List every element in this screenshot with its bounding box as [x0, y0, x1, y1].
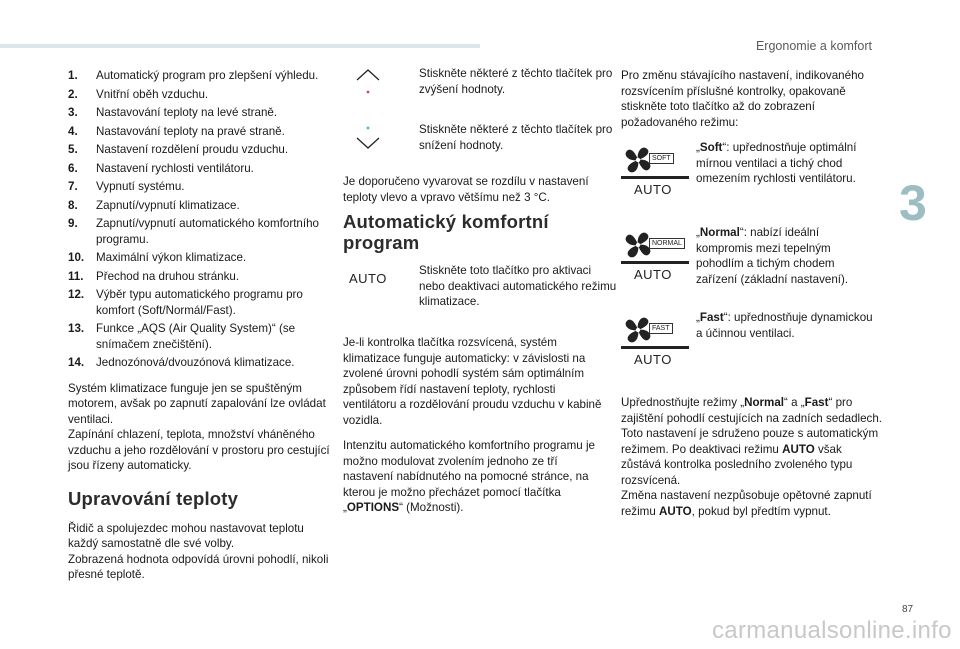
increase-row [343, 66, 613, 122]
dual-note [621, 426, 883, 488]
mode-description [696, 225, 876, 287]
list-item-number: 11. [68, 269, 84, 283]
temperature-note-line2: Zobrazená hodnota odpovídá úrovni pohodlí, nikoli přesné teplotě. [68, 552, 329, 581]
list-item [68, 105, 330, 121]
column-middle [343, 66, 617, 516]
mode-description [696, 310, 876, 341]
decrease-row [343, 122, 613, 174]
list-item [68, 198, 330, 214]
list-item [68, 287, 330, 318]
mode-quote-open: „ [696, 226, 700, 239]
mode-tag: SOFT [649, 153, 674, 164]
auto-mode-explanation: Je-li kontrolka tlačítka rozsvícená, systém klimatizace funguje automaticky: v závislosti na zvolené úrovni pohodlí systém sám optimálním způsobem řídí nastavení teploty, rychlosti ventilátoru a rozdělování proudu vzduchu v kabině vozidla. [343, 336, 602, 427]
temperature-note-line1: Řidič a spolujezdec mohou nastavovat teplotu každý samostatně dle své volby. [68, 521, 304, 550]
options-label: OPTIONS [346, 501, 400, 514]
preference-normal: Normal [744, 396, 785, 409]
preference-note-part3: “ pro zajištění pohodlí cestujících na zadních sedadlech. [621, 396, 883, 425]
comfort-mode-2 [621, 310, 883, 395]
list-item-number: 10. [68, 251, 85, 264]
increase-text-block [401, 66, 619, 97]
intensity-note-pre: Intenzitu automatického komfortního programu je možno modulovat zvolením jednoho ze tří nastavení nabídnutého na pomocné stránce, na kterou je možno přecházet pomocí tlačítka „ [343, 439, 595, 514]
list-item-text: Zapnutí/vypnutí automatického komfortního programu. [96, 217, 319, 246]
page-number: 87 [902, 604, 914, 615]
ac-engine-note-line2: Zapínání chlazení, teplota, množství vháněného vzduchu a jeho rozdělování v prostoru pro cestující jsou řízeny automaticky. [68, 428, 330, 472]
decrease-text-block [401, 122, 619, 153]
list-item [68, 179, 330, 195]
list-item-text: Nastavování teploty na levé straně. [96, 106, 278, 119]
dual-note-part1: Toto nastavení je sdruženo pouze s automatickým režimem. Po deaktivaci režimu [621, 427, 879, 456]
mode-desc-text: “: upřednostňuje dynamickou a účinnou ventilaci. [696, 311, 873, 340]
list-item-number: 8. [68, 198, 78, 212]
auto-text-block [401, 263, 619, 310]
change-note [621, 488, 883, 519]
list-item-number: 4. [68, 124, 78, 138]
comfort-mode-0 [621, 140, 883, 225]
mode-desc-text: “: upřednostňuje optimální mírnou ventilaci a tichý chod omezením rychlosti ventilátoru. [696, 141, 857, 185]
heading-auto-comfort: Automatický komfortní program [343, 211, 549, 253]
list-item-number: 9. [68, 217, 78, 230]
list-item-number: 13. [68, 322, 85, 335]
ac-engine-note-line1: Systém klimatizace funguje jen se spuštěným motorem, avšak po zapnutí zapalování lze ovládat ventilaci. [68, 381, 326, 426]
list-item [68, 355, 330, 371]
list-item [68, 321, 330, 352]
mode-name: Normal [699, 226, 740, 239]
auto-text: Stiskněte toto tlačítko pro aktivaci nebo deaktivaci automatického režimu klimatizace. [419, 264, 617, 308]
list-item-number: 3. [68, 106, 78, 119]
dual-note-part2: však zůstává kontrolka posledního zvoleného typu rozsvícená. [621, 442, 853, 487]
mode-auto-label: AUTO [634, 267, 672, 282]
list-item-number: 1. [68, 69, 78, 82]
intensity-note-post: “ (Možnosti). [399, 501, 464, 514]
list-item [68, 142, 330, 158]
mode-name: Soft [699, 141, 723, 154]
mode-description [696, 140, 876, 187]
list-item-text: Nastavení rozdělení proudu vzduchu. [96, 143, 289, 156]
mode-change-intro: Pro změnu stávajícího nastavení, indikovaného rozsvícením příslušné kontrolky, opakovaně stiskněte toto tlačítko až do zobrazení požadovaného režimu: [621, 69, 864, 129]
list-item [68, 250, 330, 266]
ac-engine-note [68, 381, 330, 474]
column-left [68, 68, 330, 583]
list-item-text: Zapnutí/vypnutí klimatizace. [96, 198, 240, 212]
auto-row [343, 263, 617, 335]
comfort-modes [621, 140, 883, 395]
comfort-mode-1 [621, 225, 883, 310]
decrease-text: Stiskněte některé z těchto tlačítek pro snížení hodnoty. [419, 123, 613, 152]
mode-quote-open: „ [696, 141, 700, 154]
preference-note-part2: “ a „ [784, 396, 805, 409]
mode-quote-open: „ [696, 311, 700, 324]
mode-auto-label: AUTO [634, 182, 672, 197]
mode-tag: FAST [649, 323, 673, 334]
list-item-number: 2. [68, 87, 78, 101]
increase-text: Stiskněte některé z těchto tlačítek pro zvýšení hodnoty. [419, 67, 613, 96]
list-item-number: 6. [68, 161, 78, 175]
preference-note [621, 395, 883, 426]
list-item-text: Vnitřní oběh vzduchu. [96, 87, 209, 101]
temperature-difference-advice: Je doporučeno vyvarovat se rozdílu v nastavení teploty vlevo a vpravo většímu než 3 °C. [343, 175, 589, 204]
list-item-text: Automatický program pro zlepšení výhledu. [96, 69, 319, 82]
list-item-number: 14. [68, 356, 85, 369]
auto-button-label: AUTO [349, 271, 387, 286]
preference-note-part1: Upřednostňujte režimy „ [621, 396, 745, 409]
list-item-text: Funkce „AQS (Air Quality System)“ (se snímačem znečištění). [96, 322, 296, 351]
list-item-text: Maximální výkon klimatizace. [96, 251, 247, 264]
list-item-text: Vypnutí systému. [96, 180, 185, 193]
list-item-number: 12. [68, 288, 85, 301]
list-item [68, 124, 330, 140]
column-right [621, 68, 883, 519]
list-item [68, 68, 330, 84]
mode-auto-label: AUTO [634, 352, 672, 367]
temperature-note [68, 521, 330, 583]
list-item [68, 87, 330, 103]
heading-temperature: Upravování teploty [68, 487, 239, 509]
control-legend-list [68, 68, 330, 371]
list-item-number: 5. [68, 143, 78, 156]
list-item-text: Nastavení rychlosti ventilátoru. [96, 161, 254, 175]
change-note-part1: Změna nastavení nezpůsobuje opětovné zapnutí režimu [621, 489, 872, 518]
header-accent-bar [0, 44, 480, 48]
chevron-up-icon [351, 66, 385, 100]
dual-auto: AUTO [782, 442, 815, 456]
list-item-text: Nastavování teploty na pravé straně. [96, 124, 285, 138]
change-auto: AUTO [659, 504, 692, 518]
intensity-note [343, 438, 603, 516]
preference-fast: Fast [804, 396, 829, 409]
list-item [68, 269, 330, 285]
list-item-text: Jednozónová/dvouzónová klimatizace. [96, 356, 295, 369]
list-item [68, 161, 330, 177]
mode-name: Fast [699, 311, 724, 324]
list-item-text: Přechod na druhou stránku. [96, 269, 240, 283]
list-item-text: Výběr typu automatického programu pro komfort (Soft/Normál/Fast). [96, 288, 303, 317]
change-note-part2: , pokud byl předtím vypnut. [691, 504, 831, 518]
mode-tag: NORMAL [649, 238, 685, 249]
mode-desc-text: “: nabízí ideální kompromis mezi tepelným pohodlím a tichým chodem zařízení (základní nastavení). [696, 226, 849, 286]
watermark: carmanualsonline.info [712, 617, 952, 644]
list-item-number: 7. [68, 180, 78, 193]
chevron-down-icon [351, 122, 385, 156]
section-title: Ergonomie a komfort [755, 39, 872, 53]
chapter-number: 3 [899, 175, 927, 231]
list-item [68, 216, 330, 247]
